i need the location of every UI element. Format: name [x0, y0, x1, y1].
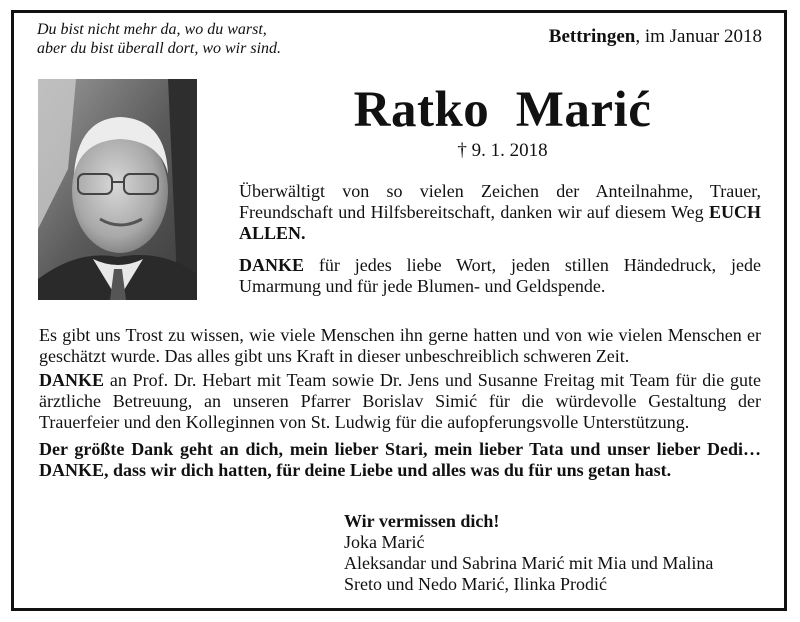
- motto-line-1: Du bist nicht mehr da, wo du warst,: [37, 21, 267, 38]
- signature-line-3: Sreto und Nedo Marić, Ilinka Prodić: [344, 574, 607, 594]
- motto-line-2: aber du bist überall dort, wo wir sind.: [37, 40, 282, 57]
- paragraph-comfort: Es gibt uns Trost zu wissen, wie viele Menschen ihn gerne hatten und von wie vielen Menschen er geschätzt wurde. Das alles gibt uns Kraft in dieser unbeschreiblich schweren Zeit.: [39, 325, 761, 366]
- portrait-photo: [38, 79, 197, 300]
- date: , im Januar 2018: [635, 26, 762, 47]
- signature-block: [344, 511, 713, 595]
- paragraph-gratitude: [239, 181, 761, 244]
- place-date: [549, 26, 762, 48]
- signature-line-2: Aleksandar und Sabrina Marić mit Mia und Malina: [344, 553, 714, 573]
- danke-doctors-text: an Prof. Dr. Hebart mit Team sowie Dr. Jens und Susanne Freitag mit Team für die gute ärztliche Betreuung, an unseren Pfarrer Borislav Simić für die würdevolle Gestaltung der Trauerfeier und den Kolleginnen von St. Ludwig für die aufopferungsvolle Unterstützung.: [39, 370, 761, 432]
- place: Bettringen: [548, 26, 636, 47]
- motto-verse: [37, 20, 281, 58]
- paragraph-danke-doctors: [39, 370, 761, 433]
- portrait-icon: [38, 79, 197, 300]
- deceased-name: Ratko Marić: [353, 82, 652, 138]
- danke-heading-2: DANKE: [39, 370, 105, 390]
- danke-heading-1: DANKE: [239, 255, 305, 275]
- death-date: † 9. 1. 2018: [457, 140, 548, 161]
- paragraph-greatest-thanks: Der größte Dank geht an dich, mein lieber Stari, mein lieber Tata und unser lieber Dedi… DANKE, dass wir dich hatten, für deine Liebe und alles was du für uns getan hast.: [39, 439, 761, 480]
- gratitude-emphasis: EUCH ALLEN.: [239, 202, 761, 243]
- danke-words-text: für jedes liebe Wort, jeden stillen Händedruck, jede Umarmung und für jede Blumen- und Geldspende.: [239, 255, 761, 296]
- gratitude-text: Überwältigt von so vielen Zeichen der Anteilnahme, Trauer, Freundschaft und Hilfsbereitschaft, danken wir auf diesem Weg: [239, 181, 761, 222]
- signature-line-1: Joka Marić: [344, 532, 425, 552]
- signature-heading: Wir vermissen dich!: [344, 511, 500, 531]
- paragraph-danke-words: [239, 255, 761, 297]
